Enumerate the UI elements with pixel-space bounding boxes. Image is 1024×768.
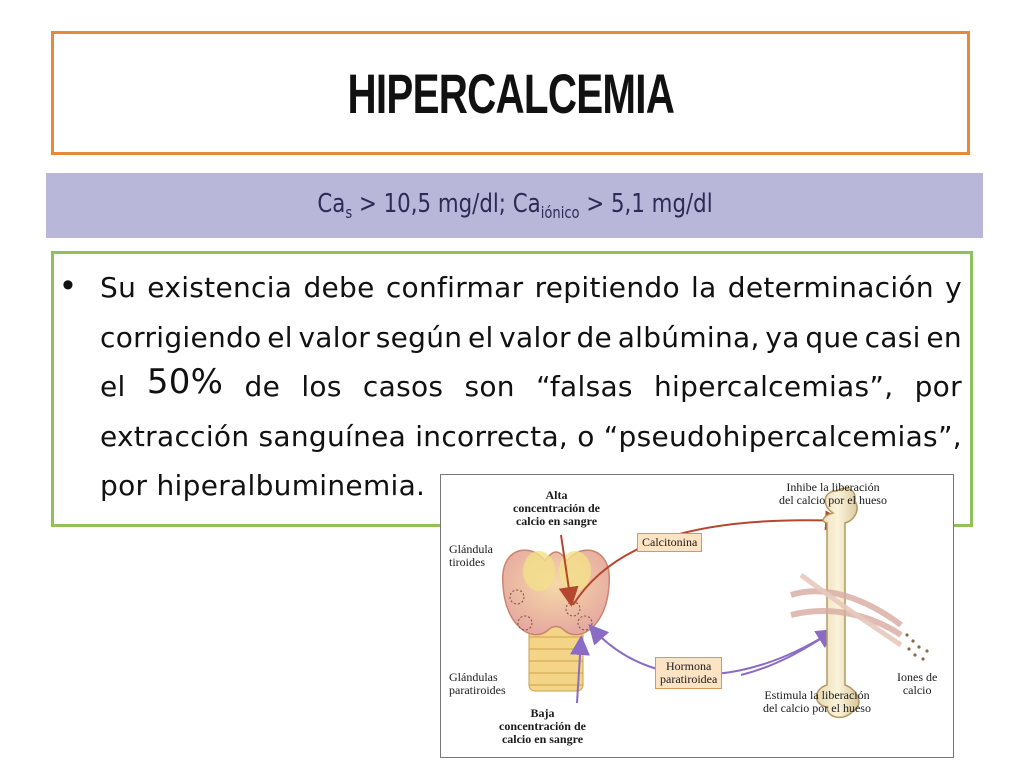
word: sanguínea (258, 419, 407, 453)
bullet-line-5: por hiperalbuminemia. (100, 469, 426, 502)
slide-title: HIPERCALCEMIA (347, 61, 674, 125)
word: de (576, 320, 613, 354)
word: los (301, 370, 342, 403)
calcium-regulation-figure (440, 474, 954, 758)
formula-band (46, 173, 983, 238)
word: la (691, 271, 717, 304)
word: albúmina, (617, 320, 760, 354)
word: el (267, 320, 293, 354)
word: confirmar (385, 271, 524, 304)
word: casi (864, 320, 921, 354)
estimula-text: Estimula la liberación del calcio por el hueso (763, 688, 871, 715)
formula-ca: Ca (316, 189, 345, 219)
iones-text: Iones de calcio (897, 670, 938, 697)
formula-sub-ionico: iónico (540, 203, 580, 222)
word: de (244, 370, 281, 403)
word: existencia (147, 271, 293, 304)
word: incorrecta, (415, 419, 569, 453)
word: valor (499, 320, 571, 354)
low-calcium-text: Baja concentración de calcio en sangre (499, 706, 586, 746)
word: valor (298, 320, 371, 354)
word: son (464, 370, 515, 403)
estimula-label (763, 689, 871, 715)
word: según (375, 320, 463, 354)
bullet-marker: • (62, 266, 74, 304)
high-calcium-text: Alta concentración de calcio en sangre (513, 488, 600, 528)
word: que (805, 320, 859, 354)
formula-part2: > 5,1 mg/dl (579, 189, 713, 219)
word: por (914, 370, 962, 403)
bullet-line-4 (100, 412, 962, 462)
word: casos (362, 370, 444, 403)
formula-sub-s: s (344, 203, 352, 222)
word: “pseudohipercalcemias”, (603, 419, 962, 453)
word: debe (303, 271, 375, 304)
parathyroid-text: Glándulas paratiroides (449, 670, 506, 697)
inhibe-label (779, 481, 887, 507)
pth-box: Hormona paratiroidea (655, 657, 722, 689)
thyroid-gland (503, 550, 610, 635)
high-calcium-label (513, 489, 600, 528)
formula-text (317, 189, 712, 222)
word: determinación (727, 271, 934, 304)
word: el (467, 320, 494, 354)
pth-to-bone-arrow (741, 631, 833, 675)
word: extracción (100, 419, 250, 453)
word: en (926, 320, 962, 354)
inhibe-text: Inhibe la liberación del calcio por el hueso (779, 480, 887, 507)
title-box (51, 31, 970, 155)
thyroid-text: Glándula tiroides (449, 542, 493, 569)
parathyroid-label (449, 671, 506, 697)
word: hipercalcemias”, (654, 370, 894, 403)
iones-label (897, 671, 937, 697)
word: y (945, 271, 962, 304)
word: o (577, 419, 595, 453)
word: el (100, 370, 126, 403)
word: repitiendo (534, 271, 680, 304)
bullet-line-2 (100, 313, 962, 363)
formula-part1: > 10,5 mg/dl; Ca (351, 189, 541, 219)
word: “falsas (536, 370, 633, 403)
bullet-line-3 (100, 362, 962, 412)
word: ya (765, 320, 800, 354)
low-calcium-label (499, 707, 586, 746)
percentage-50: 50% (146, 362, 224, 402)
word: Su (100, 271, 137, 304)
thyroid-label (449, 543, 493, 569)
calcitonin-box: Calcitonina (637, 533, 702, 552)
bullet-line-1 (100, 263, 962, 313)
word: corrigiendo (100, 320, 262, 354)
